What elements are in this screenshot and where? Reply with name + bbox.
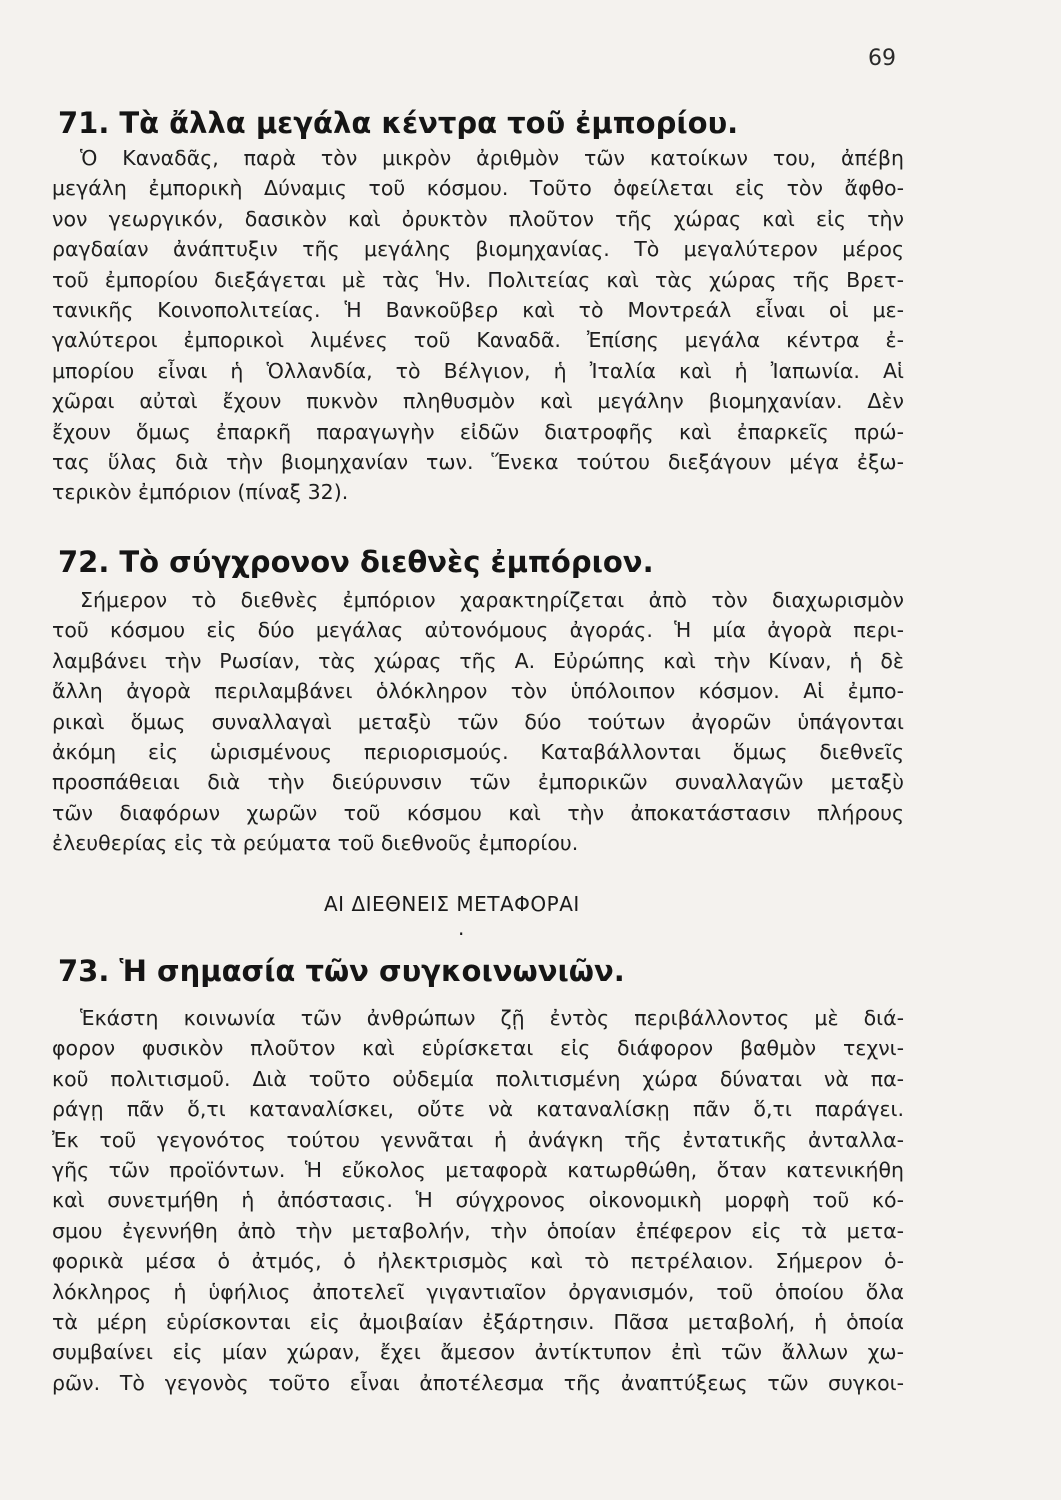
text-line: προσπάθειαι διὰ τὴν διεύρυνσιν τῶν ἐμπορικῶν συναλλαγῶν μεταξὺ [52,770,904,795]
text-line: γῆς τῶν προϊόντων. Ἡ εὔκολος μεταφορὰ κατωρθώθη, ὅταν κατενικήθη [52,1157,904,1182]
section-heading-71 [58,106,738,140]
text-line: ἔχουν ὅμως ἐπαρκῆ παραγωγὴν εἰδῶν διατροφῆς καὶ ἐπαρκεῖς πρώ- [52,419,904,444]
section-title: Ἡ σημασία τῶν συγκοινωνιῶν. [119,954,625,988]
text-line: τας ὕλας διὰ τὴν βιομηχανίαν των. Ἕνεκα τούτου διεξάγουν μέγα ἐξω- [52,449,904,474]
text-line: τῶν διαφόρων χωρῶν τοῦ κόσμου καὶ τὴν ἀποκατάστασιν πλήρους [52,800,904,825]
text-line: συμβαίνει εἰς μίαν χώραν, ἔχει ἄμεσον ἀντίκτυπον ἐπὶ τῶν ἄλλων χω- [52,1340,904,1365]
section-73-paragraph [52,1003,904,1398]
part-title: ΑΙ ΔΙΕΘΝΕΙΣ ΜΕΤΑΦΟΡΑΙ [324,892,580,916]
text-line: τὰ μέρη εὑρίσκονται εἰς ἀμοιβαίαν ἐξάρτησιν. Πᾶσα μεταβολή, ἡ ὁποία [52,1309,904,1334]
text-line: λαμβάνει τὴν Ρωσίαν, τὰς χώρας τῆς Α. Εὐρώπης καὶ τὴν Κίναν, ἡ δὲ [52,648,904,673]
section-number: 73. [58,954,110,988]
text-line: μπορίου εἶναι ἡ Ὁλλανδία, τὸ Βέλγιον, ἡ Ἰταλία καὶ ἡ Ἰαπωνία. Αἱ [52,358,904,383]
page-number: 69 [868,46,896,71]
text-line: ἄλλη ἀγορὰ περιλαμβάνει ὁλόκληρον τὸν ὑπόλοιπον κόσμον. Αἱ ἐμπο- [52,679,904,704]
text-line: τοῦ κόσμου εἰς δύο μεγάλας αὐτονόμους ἀγοράς. Ἡ μία ἀγορὰ περι- [52,618,904,643]
text-line: καὶ συνετμήθη ἡ ἀπόστασις. Ἡ σύγχρονος οἰκονομικὴ μορφὴ τοῦ κό- [52,1188,904,1213]
text-line: ἀκόμη εἰς ὡρισμένους περιορισμούς. Καταβάλλονται ὅμως διεθνεῖς [52,739,904,764]
section-72-paragraph [52,585,904,859]
section-title: Τὰ ἄλλα μεγάλα κέντρα τοῦ ἐμπορίου. [119,106,739,140]
text-line: ρῶν. Τὸ γεγονὸς τοῦτο εἶναι ἀποτέλεσμα τῆς ἀναπτύξεως τῶν συγκοι- [52,1370,904,1395]
section-number: 72. [58,545,110,579]
section-title: Τὸ σύγχρονον διεθνὲς ἐμπόριον. [119,545,654,579]
text-line: ρικαὶ ὅμως συναλλαγαὶ μεταξὺ τῶν δύο τούτων ἀγορῶν ὑπάγονται [52,709,904,734]
text-line: φορικὰ μέσα ὁ ἀτμός, ὁ ἠλεκτρισμὸς καὶ τὸ πετρέλαιον. Σήμερον ὁ- [52,1249,904,1274]
text-line: σμου ἐγεννήθη ἀπὸ τὴν μεταβολήν, τὴν ὁποίαν ἐπέφερον εἰς τὰ μετα- [52,1218,904,1243]
text-line: τερικὸν ἐμπόριον (πίναξ 32). [52,480,349,505]
text-line: ραγδαίαν ἀνάπτυξιν τῆς μεγάλης βιομηχανίας. Τὸ μεγαλύτερον μέρος [52,237,904,262]
part-title-mark: . [458,916,465,940]
text-line: φορον φυσικὸν πλοῦτον καὶ εὑρίσκεται εἰς διάφορον βαθμὸν τεχνι- [52,1036,904,1061]
text-line: Ἐκ τοῦ γεγονότος τούτου γεννᾶται ἡ ἀνάγκη τῆς ἐντατικῆς ἀνταλλα- [52,1127,904,1152]
text-line: Σήμερον τὸ διεθνὲς ἐμπόριον χαρακτηρίζεται ἀπὸ τὸν διαχωρισμὸν [80,588,904,612]
text-line: κοῦ πολιτισμοῦ. Διὰ τοῦτο οὐδεμία πολιτισμένη χώρα δύναται νὰ πα- [52,1066,904,1091]
text-line: ἐλευθερίας εἰς τὰ ρεύματα τοῦ διεθνοῦς ἐμπορίου. [52,831,579,856]
section-number: 71. [58,106,110,140]
section-heading-72 [58,545,654,579]
text-line: τοῦ ἐμπορίου διεξάγεται μὲ τὰς Ἡν. Πολιτείας καὶ τὰς χώρας τῆς Βρετ- [52,267,904,292]
text-line: χῶραι αὐταὶ ἔχουν πυκνὸν πληθυσμὸν καὶ μεγάλην βιομηχανίαν. Δὲν [52,389,904,414]
text-line: ράγῃ πᾶν ὅ,τι καταναλίσκει, οὔτε νὰ καταναλίσκῃ πᾶν ὅ,τι παράγει. [52,1097,904,1122]
text-line: λόκληρος ἡ ὑφήλιος ἀποτελεῖ γιγαντιαῖον ὀργανισμόν, τοῦ ὁποίου ὅλα [52,1279,904,1304]
text-line: μεγάλη ἐμπορικὴ Δύναμις τοῦ κόσμου. Τοῦτο ὀφείλεται εἰς τὸν ἄφθο- [52,176,904,201]
text-line: νον γεωργικόν, δασικὸν καὶ ὀρυκτὸν πλοῦτον τῆς χώρας καὶ εἰς τὴν [52,206,904,231]
section-71-paragraph [52,143,904,508]
text-line: Ἑκάστη κοινωνία τῶν ἀνθρώπων ζῇ ἐντὸς περιβάλλοντος μὲ διά- [80,1006,904,1030]
text-line: τανικῆς Κοινοπολιτείας. Ἡ Βανκοῦβερ καὶ τὸ Μοντρεάλ εἶναι οἱ με- [52,297,904,322]
text-line: Ὁ Καναδᾶς, παρὰ τὸν μικρὸν ἀριθμὸν τῶν κατοίκων του, ἀπέβη [80,146,904,170]
text-line: γαλύτεροι ἐμπορικοὶ λιμένες τοῦ Καναδᾶ. Ἐπίσης μεγάλα κέντρα ἐ- [52,328,904,353]
section-heading-73 [58,954,625,988]
